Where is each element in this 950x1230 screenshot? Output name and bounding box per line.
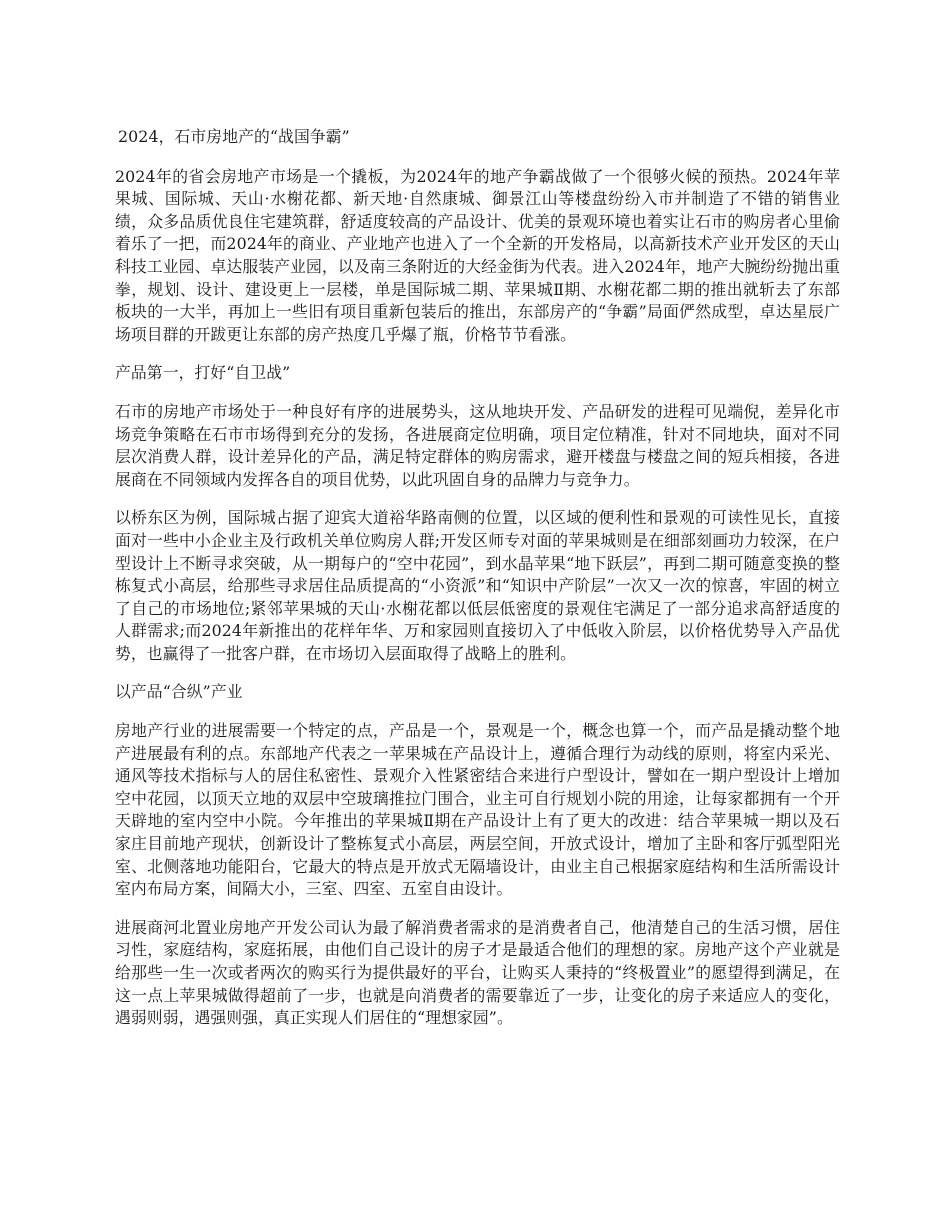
paragraph-qiaodong-example: 以桥东区为例，国际城占据了迎宾大道裕华路南侧的位置，以区域的便利性和景观的可读性见长，直接面对一些中小企业主及行政机关单位购房人群;开发区师专对面的苹果城则是在细部刻画功力较深，在户型设计上不断寻求突破，从一期每户的“空中花园”，到水晶苹果“地下跃层”，再到二期可随意变换的整栋复式小高层，给那些寻求居住品质提高的“小资派”和“知识中产阶层”一次又一次的惊喜，牢固的树立了自己的市场地位;紧邻苹果城的天山·水榭花都以低层低密度的景观住宅满足了一部分追求高舒适度的人群需求;而2024年新推出的花样年华、万和家园则直接切入了中低收入阶层，以价格优势导入产品优势，也赢得了一批客户群，在市场切入层面取得了战略上的胜利。	[115, 508, 840, 663]
paragraph-intro: 2024年的省会房地产市场是一个撬板，为2024年的地产争霸战做了一个很够火候的预热。2024年苹果城、国际城、天山·水榭花都、新天地·自然康城、御景江山等楼盘纷纷入市并制造了不错的销售业绩，众多品质优良住宅建筑群，舒适度较高的产品设计、优美的景观环境也着实让石市的购房者心里偷着乐了一把，而2024年的商业、产业地产也进入了一个全新的开发格局，以高新技术产业开发区的天山科技工业园、卓达服装产业园，以及南三条附近的大经金街为代表。进入2024年，地产大腕纷纷抛出重拳，规划、设计、建设更上一层楼，单是国际城二期、苹果城Ⅱ期、水榭花都二期的推出就斩去了东部板块的一大半，再加上一些旧有项目重新包装后的推出，东部房产的“争霸”局面俨然成型，卓达星辰广场项目群的开跋更让东部的房产热度几乎爆了瓶，价格节节看涨。	[115, 166, 840, 344]
document-body	[115, 126, 840, 1046]
paragraph-product-design: 房地产行业的进展需要一个特定的点，产品是一个，景观是一个，概念也算一个，而产品是撬动整个地产进展最有利的点。东部地产代表之一苹果城在产品设计上，遵循合理行为动线的原则，将室内采光、通风等技术指标与人的居住私密性、景观介入性紧密结合来进行户型设计，譬如在一期户型设计上增加空中花园，以顶天立地的双层中空玻璃推拉门围合，业主可自行规划小院的用途，让每家都拥有一个开天辟地的室内空中小院。今年推出的苹果城Ⅱ期在产品设计上有了更大的改进：结合苹果城一期以及石家庄目前地产现状，创新设计了整栋复式小高层，两层空间，开放式设计，增加了主卧和客厅弧型阳光室、北侧落地功能阳台，它最大的特点是开放式无隔墙设计，由业主自己根据家庭结构和生活所需设计室内布局方案，间隔大小，三室、四室、五室自由设计。	[115, 721, 840, 899]
section-heading-product-industry: 以产品“合纵”产业	[115, 682, 243, 702]
document-title: 2024，石市房地产的“战国争霸”	[118, 127, 350, 146]
paragraph-market-trend: 石市的房地产市场处于一种良好有序的进展势头，这从地块开发、产品研发的进程可见端倪，差异化市场竞争策略在石市市场得到充分的发扬，各进展商定位明确，项目定位精准，针对不同地块，面对不同层次消费人群，设计差异化的产品，满足特定群体的购房需求，避开楼盘与楼盘之间的短兵相接，各进展商在不同领域内发挥各自的项目优势，以此巩固自身的品牌力与竞争力。	[115, 401, 840, 489]
section-heading-product-first: 产品第一，打好“自卫战”	[115, 363, 291, 383]
paragraph-consumer-needs: 进展商河北置业房地产开发公司认为最了解消费者需求的是消费者自己，他清楚自己的生活习惯，居住习性，家庭结构，家庭拓展，由他们自己设计的房子才是最适合他们的理想的家。房地产这个产业就是给那些一生一次或者两次的购买行为提供最好的平台，让购买人秉持的“终极置业”的愿望得到满足，在这一点上苹果城做得超前了一步，也就是向消费者的需要靠近了一步，让变化的房子来适应人的变化，遇弱则弱，遇强则强，真正实现人们居住的“理想家园”。	[115, 917, 840, 1028]
